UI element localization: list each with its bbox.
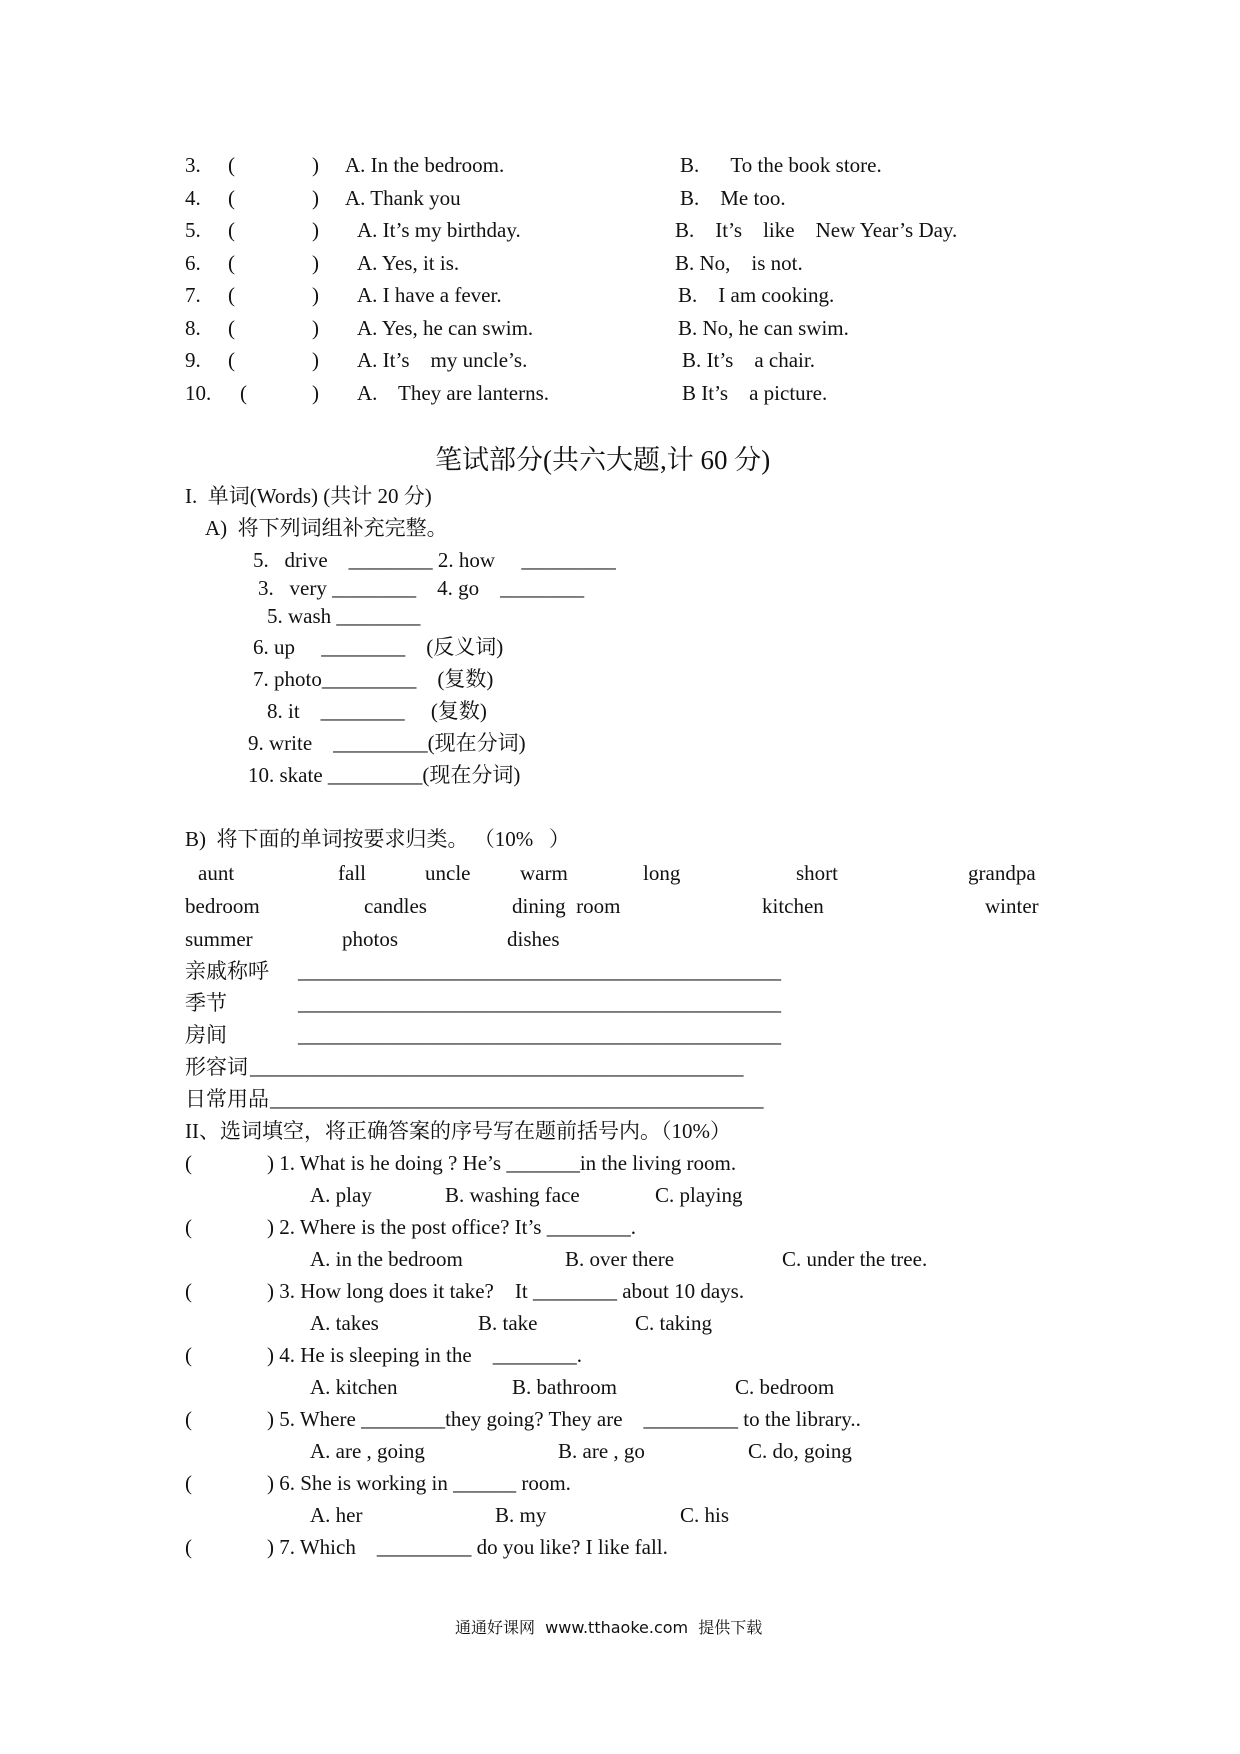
word-bank-word: bedroom (185, 894, 260, 918)
answer-paren-open[interactable]: ( (240, 381, 247, 405)
option-b: B. No, is not. (675, 251, 803, 275)
question-text: ) 5. Where ________they going? They are _________ to the library.. (267, 1407, 861, 1431)
question-text: ) 1. What is he doing ? He’s _______in the living room. (267, 1151, 737, 1175)
option-a: A. Yes, he can swim. (357, 316, 534, 340)
word-bank-word: summer (185, 927, 253, 951)
answer-paren-open[interactable]: ( (228, 348, 235, 372)
option: C. his (680, 1503, 730, 1527)
item-number: 8. (185, 316, 201, 340)
word-bank-word: aunt (198, 861, 235, 885)
answer-paren[interactable]: ( (185, 1535, 192, 1559)
item-number: 3. (185, 153, 201, 177)
option-b: B It’s a picture. (682, 381, 828, 405)
fill-in-line[interactable]: 8. it ________ (复数) (267, 699, 487, 723)
option: C. under the tree. (782, 1247, 928, 1271)
option: B. washing face (445, 1183, 580, 1207)
question-text: ) 6. She is working in ______ room. (267, 1471, 571, 1495)
part-a-title: A) 将下列词组补充完整。 (205, 516, 448, 540)
fill-in-line[interactable]: 7. photo_________ (复数) (253, 667, 494, 691)
answer-paren-close: ) (312, 218, 319, 242)
word-bank-word: dishes (507, 927, 560, 951)
option-b: B. I am cooking. (678, 283, 835, 307)
category-answer-line[interactable]: _______________________________________________ (270, 1087, 764, 1111)
word-bank-word: winter (985, 894, 1039, 918)
question-text: ) 3. How long does it take? It ________ about 10 days. (267, 1279, 745, 1303)
answer-paren[interactable]: ( (185, 1215, 192, 1239)
option-b: B. It’s like New Year’s Day. (675, 218, 958, 242)
word-bank-word: short (796, 861, 838, 885)
option-a: A. It’s my uncle’s. (357, 348, 528, 372)
fill-in-line[interactable]: 5. drive ________ 2. how _________ (253, 548, 616, 572)
part-b-title: B) 将下面的单词按要求归类。 （10% ） (185, 827, 570, 851)
fill-in-line[interactable]: 5. wash ________ (267, 604, 421, 628)
word-bank-word: photos (342, 927, 399, 951)
option: B. over there (565, 1247, 675, 1271)
answer-paren[interactable]: ( (185, 1343, 192, 1367)
written-section-title: 笔试部分(共六大题,计 60 分) (435, 445, 771, 475)
answer-paren[interactable]: ( (185, 1471, 192, 1495)
option: A. play (310, 1183, 372, 1207)
answer-paren-open[interactable]: ( (228, 283, 235, 307)
option-a: A. In the bedroom. (345, 153, 505, 177)
answer-paren-close: ) (312, 316, 319, 340)
option-b: B. Me too. (680, 186, 786, 210)
option: A. kitchen (310, 1375, 398, 1399)
question-text: ) 4. He is sleeping in the ________. (267, 1343, 582, 1367)
item-number: 9. (185, 348, 201, 372)
option-a: A. It’s my birthday. (357, 218, 521, 242)
category-answer-line[interactable]: ______________________________________________ (298, 959, 781, 983)
category-answer-line[interactable]: ______________________________________________ (298, 1023, 781, 1047)
answer-paren-open[interactable]: ( (228, 251, 235, 275)
option: A. takes (310, 1311, 379, 1335)
word-bank-word: candles (364, 894, 427, 918)
category-label: 形容词 (185, 1055, 248, 1079)
option: B. bathroom (512, 1375, 617, 1399)
answer-paren-close: ) (312, 186, 319, 210)
option: A. are , going (310, 1439, 425, 1463)
answer-paren-open[interactable]: ( (228, 186, 235, 210)
word-bank-word: fall (338, 861, 366, 885)
category-label: 亲戚称呼 (185, 959, 269, 983)
answer-paren-close: ) (312, 283, 319, 307)
option: A. in the bedroom (310, 1247, 463, 1271)
item-number: 6. (185, 251, 201, 275)
answer-paren-close: ) (312, 251, 319, 275)
word-bank-word: dining room (512, 894, 621, 918)
section-one-title: I. 单词(Words) (共计 20 分) (185, 484, 432, 508)
item-number: 7. (185, 283, 201, 307)
question-text: ) 7. Which _________ do you like? I like fall. (267, 1535, 668, 1559)
answer-paren[interactable]: ( (185, 1151, 192, 1175)
option: C. playing (655, 1183, 743, 1207)
answer-paren-open[interactable]: ( (228, 218, 235, 242)
word-bank-word: warm (520, 861, 568, 885)
question-text: ) 2. Where is the post office? It’s ________. (267, 1215, 636, 1239)
item-number: 4. (185, 186, 201, 210)
category-label: 季节 (185, 991, 227, 1015)
option: C. taking (635, 1311, 712, 1335)
answer-paren-close: ) (312, 153, 319, 177)
option: A. her (310, 1503, 363, 1527)
category-answer-line[interactable]: ______________________________________________ (298, 991, 781, 1015)
section-two-title: II、选词填空，将正确答案的序号写在题前括号内。（10%） (185, 1119, 731, 1143)
word-bank-word: grandpa (968, 861, 1036, 885)
option: B. are , go (558, 1439, 645, 1463)
word-bank-word: uncle (425, 861, 471, 885)
option-b: B. It’s a chair. (682, 348, 815, 372)
option-b: B. No, he can swim. (678, 316, 849, 340)
word-bank-word: long (643, 861, 681, 885)
option: C. bedroom (735, 1375, 835, 1399)
option: B. take (478, 1311, 538, 1335)
option: B. my (495, 1503, 547, 1527)
footer-text: 通通好课网 www.tthaoke.com 提供下载 (455, 1618, 763, 1637)
fill-in-line[interactable]: 6. up ________ (反义词) (253, 635, 504, 659)
option-a: A. They are lanterns. (357, 381, 550, 405)
item-number: 10. (185, 381, 212, 405)
option-b: B. To the book store. (680, 153, 882, 177)
option-a: A. Yes, it is. (357, 251, 460, 275)
item-number: 5. (185, 218, 201, 242)
answer-paren-open[interactable]: ( (228, 153, 235, 177)
fill-in-line[interactable]: 10. skate _________(现在分词) (248, 763, 521, 787)
category-label: 日常用品 (185, 1087, 269, 1111)
option-a: A. Thank you (345, 186, 461, 210)
fill-in-line[interactable]: 3. very ________ 4. go ________ (258, 576, 585, 600)
fill-in-line[interactable]: 9. write _________(现在分词) (248, 731, 526, 755)
answer-paren[interactable]: ( (185, 1407, 192, 1431)
option-a: A. I have a fever. (357, 283, 502, 307)
answer-paren-close: ) (312, 381, 319, 405)
category-label: 房间 (185, 1023, 227, 1047)
option: C. do, going (748, 1439, 852, 1463)
answer-paren-open[interactable]: ( (228, 316, 235, 340)
answer-paren-close: ) (312, 348, 319, 372)
category-answer-line[interactable]: _______________________________________________ (250, 1055, 744, 1079)
word-bank-word: kitchen (762, 894, 824, 918)
answer-paren[interactable]: ( (185, 1279, 192, 1303)
